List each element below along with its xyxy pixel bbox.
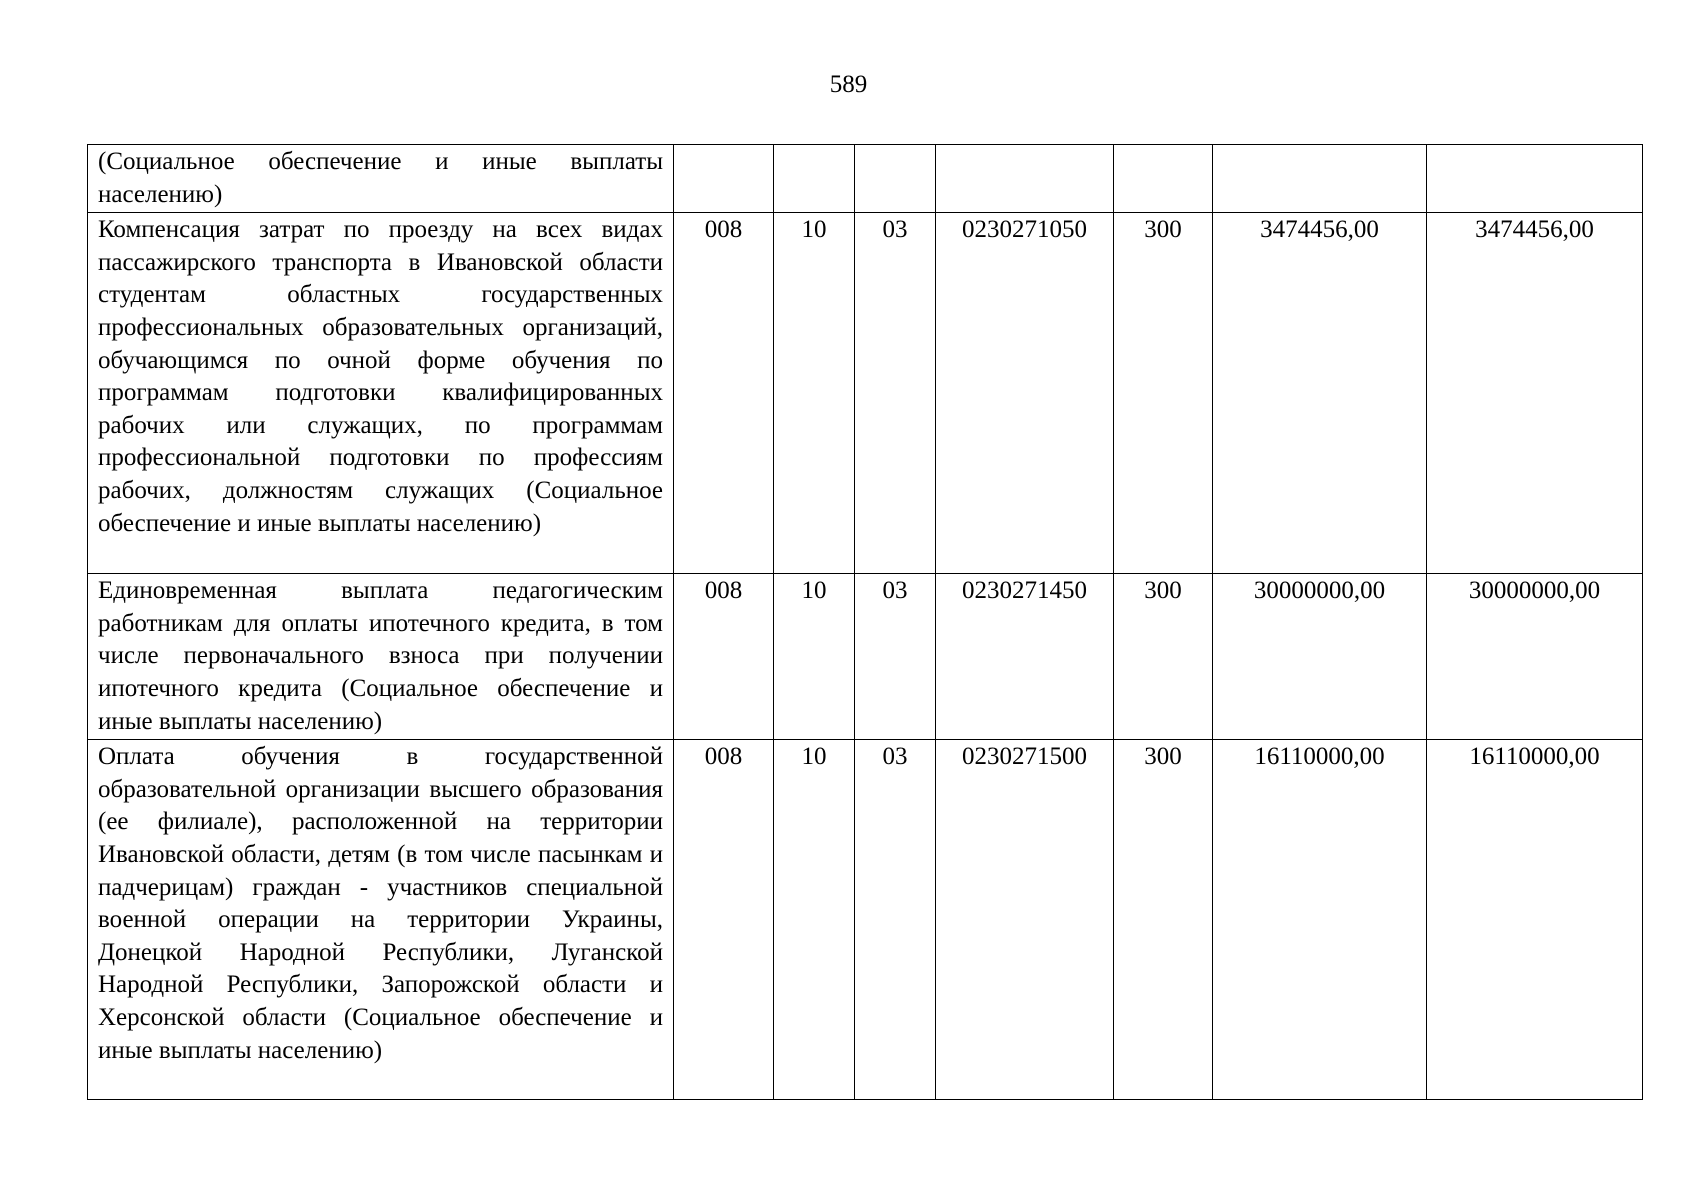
table-row bbox=[88, 740, 1643, 1100]
amount-cell-2: 30000000,00 bbox=[1427, 574, 1643, 740]
page-number: 589 bbox=[829, 71, 868, 98]
amount-cell-1 bbox=[1213, 145, 1427, 213]
section-code-cell: 10 bbox=[774, 740, 855, 1100]
expense-type-cell: 300 bbox=[1114, 740, 1213, 1100]
table-row bbox=[88, 145, 1643, 213]
amount-cell-1: 16110000,00 bbox=[1213, 740, 1427, 1100]
expense-type-cell bbox=[1114, 145, 1213, 213]
target-article-cell bbox=[936, 145, 1114, 213]
ministry-code-cell: 008 bbox=[674, 213, 774, 574]
subsection-code-cell bbox=[855, 145, 936, 213]
target-article-cell: 0230271500 bbox=[936, 740, 1114, 1100]
amount-cell-1: 30000000,00 bbox=[1213, 574, 1427, 740]
section-code-cell bbox=[774, 145, 855, 213]
ministry-code-cell: 008 bbox=[674, 574, 774, 740]
ministry-code-cell: 008 bbox=[674, 740, 774, 1100]
description-cell: (Социальное обеспечение и иные выплаты населению) bbox=[88, 145, 674, 213]
target-article-cell: 0230271450 bbox=[936, 574, 1114, 740]
description-cell: Оплата обучения в государственной образовательной организации высшего образования (ее филиале), расположенной на территории Ивановской области, детям (в том числе пасынкам и падчерицам) граждан - участников специальной военной операции на территории Украины, Донецкой Народной Республики, Луганской Народной Республики, Запорожской области и Херсонской области (Социальное обеспечение и иные выплаты населению) bbox=[88, 740, 674, 1100]
amount-cell-1: 3474456,00 bbox=[1213, 213, 1427, 574]
description-cell: Компенсация затрат по проезду на всех видах пассажирского транспорта в Ивановской области студентам областных государственных профессиональных образовательных организаций, обучающимся по очной форме обучения по программам подготовки квалифицированных рабочих или служащих, по программам профессиональной подготовки по профессиям рабочих, должностям служащих (Социальное обеспечение и иные выплаты населению) bbox=[88, 213, 674, 574]
amount-cell-2 bbox=[1427, 145, 1643, 213]
amount-cell-2: 16110000,00 bbox=[1427, 740, 1643, 1100]
description-cell: Единовременная выплата педагогическим работникам для оплаты ипотечного кредита, в том числе первоначального взноса при получении ипотечного кредита (Социальное обеспечение и иные выплаты населению) bbox=[88, 574, 674, 740]
expense-type-cell: 300 bbox=[1114, 574, 1213, 740]
amount-cell-2: 3474456,00 bbox=[1427, 213, 1643, 574]
table-row bbox=[88, 213, 1643, 574]
target-article-cell: 0230271050 bbox=[936, 213, 1114, 574]
expense-type-cell: 300 bbox=[1114, 213, 1213, 574]
section-code-cell: 10 bbox=[774, 213, 855, 574]
ministry-code-cell bbox=[674, 145, 774, 213]
section-code-cell: 10 bbox=[774, 574, 855, 740]
subsection-code-cell: 03 bbox=[855, 213, 936, 574]
budget-table bbox=[87, 144, 1643, 1100]
subsection-code-cell: 03 bbox=[855, 574, 936, 740]
table-row bbox=[88, 574, 1643, 740]
subsection-code-cell: 03 bbox=[855, 740, 936, 1100]
